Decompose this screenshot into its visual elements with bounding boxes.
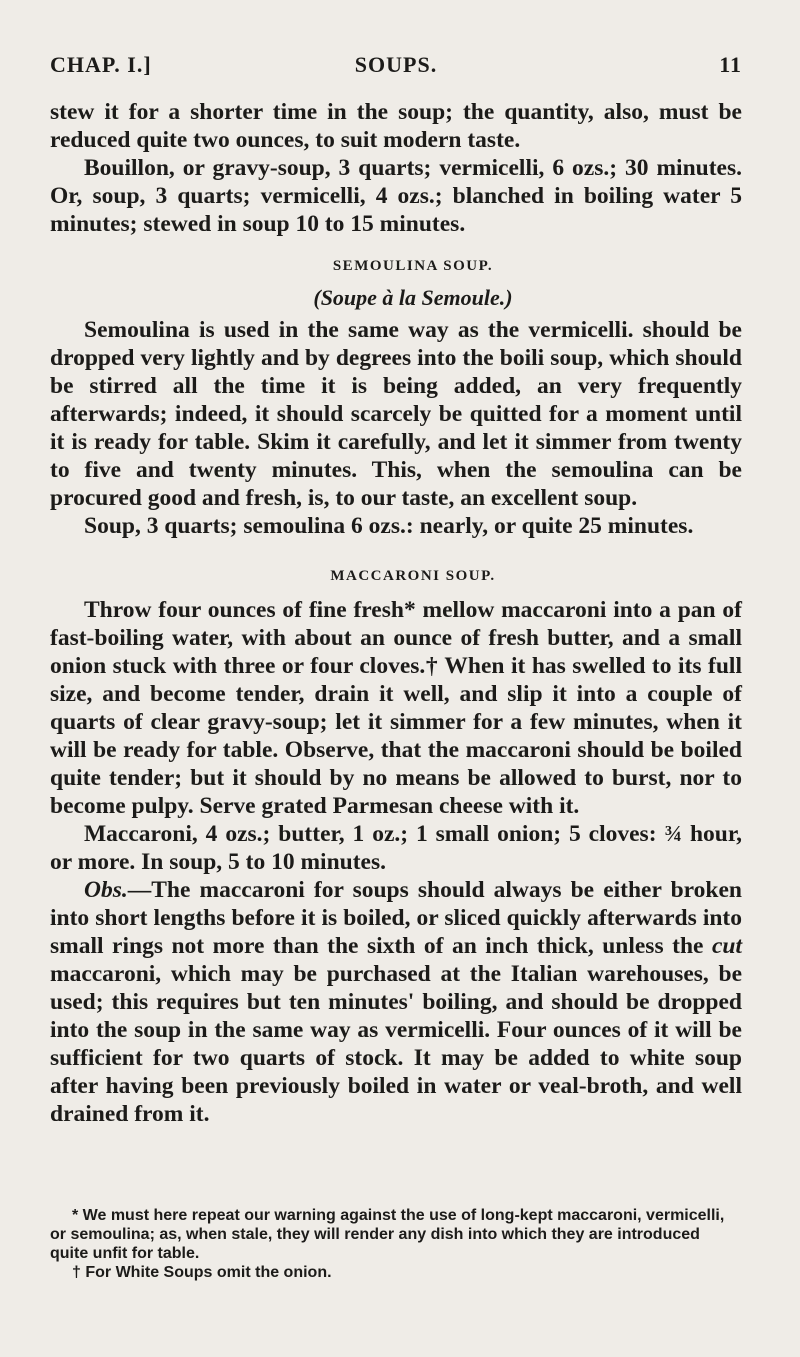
obs-label: Obs. <box>84 877 128 903</box>
maccaroni-paragraph: Throw four ounces of fine fresh* mellow maccaroni into a pan of fast-boiling water, with about an ounce of fresh butter, and a small onion stuck with three or four cloves.† When it has swelled to its full size, and become tender, drain it well, and slip it into a couple of quarts of clear gravy-soup; let it simmer for a few minutes, when it will be ready for table. Observe, that the maccaroni should be boiled quite tender; but it should by no means be allowed to burst, nor to become pulpy. Serve grated Parmesan cheese with it. <box>50 597 742 819</box>
page-number: 11 <box>719 52 742 77</box>
semoulina-heading: SEMOULINA SOUP. <box>332 258 494 274</box>
chapter-label: CHAP. I.] <box>50 52 152 77</box>
vermicelli-quantities: Bouillon, or gravy-soup, 3 quarts; vermicelli, 6 ozs.; 30 minutes. Or, soup, 3 quarts; vermicelli, 4 ozs.; blanched in boiling water 5 minutes; stewed in soup 10 to 15 minutes. <box>50 155 742 237</box>
maccaroni-quantities: Maccaroni, 4 ozs.; butter, 1 oz.; 1 small onion; 5 cloves: ¾ hour, or more. In soup, 5 to 10 minutes. <box>50 821 742 875</box>
obs-cut-word: cut <box>711 933 742 959</box>
footnotes <box>50 1206 742 1282</box>
running-header <box>50 52 742 82</box>
semoulina-subtitle: (Soupe à la Semoule.) <box>313 285 513 310</box>
semoulina-paragraph: Semoulina is used in the same way as the vermicelli. should be dropped very lightly and by degrees into the boili soup, which should be stirred all the time it is being added, an very frequently afterwards; indeed, it should scarcely be quitted for a moment until it is ready for table. Skim it carefully, and let it simmer from twenty to five and twenty minutes. This, when the semoulina can be procured good and fresh, is, to our taste, an excellent soup. <box>50 317 742 511</box>
main-text <box>50 98 742 1128</box>
running-title: SOUPS. <box>354 52 438 77</box>
maccaroni-heading: MACCARONI SOUP. <box>330 568 496 584</box>
maccaroni-observation <box>50 876 742 1128</box>
footnote-2: † For White Soups omit the onion. <box>72 1264 332 1281</box>
footnote-1: * We must here repeat our warning against the use of long-kept maccaroni, vermicelli, or semoulina; as, when stale, they will render any dish into which they are introduced quite unfit for table. <box>50 1207 725 1262</box>
obs-text-start: —The maccaroni for soups should always be either broken into short lengths before it is boiled, or sliced quickly afterwards into small rings not more than the sixth of an inch thick, unless the <box>50 877 742 959</box>
obs-text-end: maccaroni, which may be purchased at the Italian warehouses, be used; this requires but ten minutes' boiling, and should be dropped into the soup in the same way as vermicelli. Four ounces of it will be sufficient for two quarts of stock. It may be added to white soup after having been previously boiled in water or veal-broth, and well drained from it. <box>50 961 742 1127</box>
semoulina-quantities: Soup, 3 quarts; semoulina 6 ozs.: nearly, or quite 25 minutes. <box>84 513 694 539</box>
intro-paragraph: stew it for a shorter time in the soup; the quantity, also, must be reduced quite two ounces, to suit modern taste. <box>50 99 742 153</box>
